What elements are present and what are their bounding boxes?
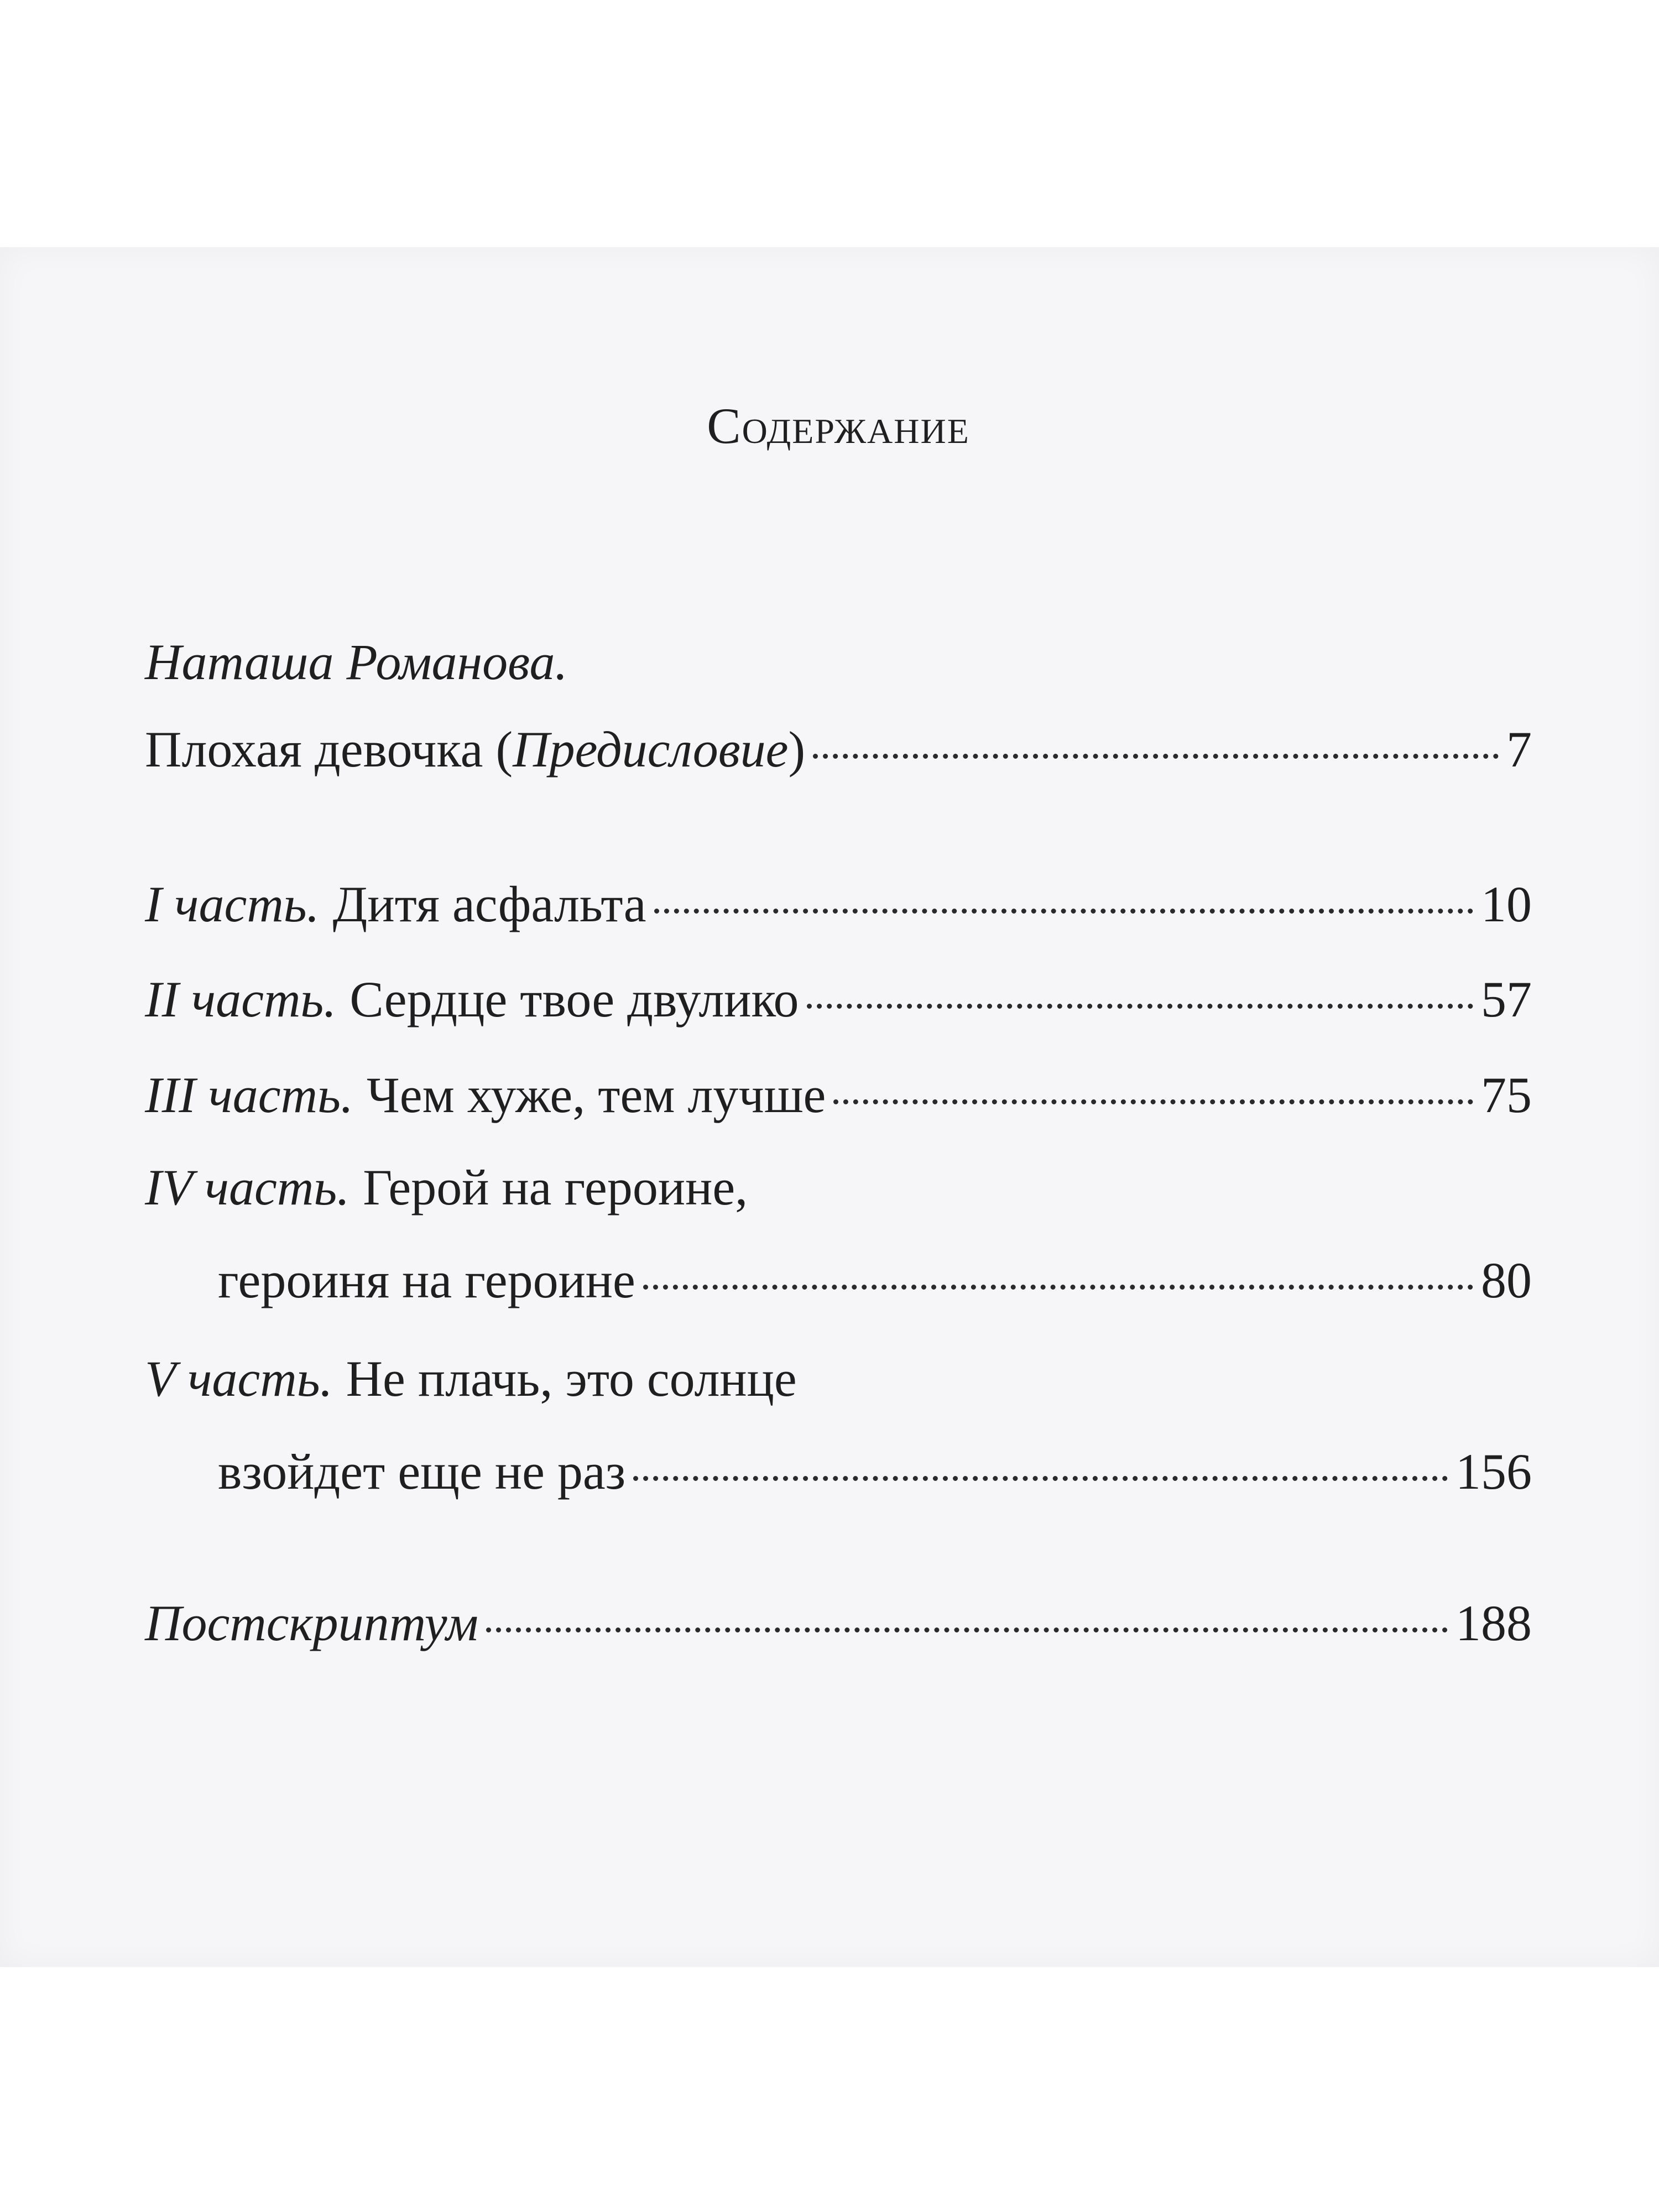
- toc-part-label: IV часть.: [145, 1159, 350, 1215]
- toc-title-continued: взойдет еще не раз: [218, 1443, 626, 1500]
- toc-title: Плохая девочка (Предисловие): [145, 721, 806, 778]
- toc-title-continued: героиня на героине: [218, 1252, 635, 1308]
- toc-page-number: 10: [1481, 876, 1532, 932]
- dot-leader: [486, 1627, 1448, 1632]
- dot-leader: [833, 1099, 1473, 1104]
- toc-title: Дитя асфальта: [332, 876, 646, 932]
- toc-page-number: 188: [1455, 1595, 1532, 1651]
- toc-entry-part-3: [145, 1062, 1532, 1128]
- toc-title: Чем хуже, тем лучше: [366, 1067, 826, 1123]
- toc-part-label: II часть.: [145, 971, 337, 1027]
- dot-leader: [643, 1285, 1473, 1290]
- toc-entry-part-1: [145, 871, 1532, 937]
- toc-part-label: V часть.: [145, 1350, 333, 1407]
- page-title: Содержание: [707, 398, 970, 454]
- toc-entry-part-5: [145, 1345, 1532, 1505]
- toc-title: Сердце твое двулико: [349, 971, 799, 1027]
- toc-page-number: 156: [1455, 1443, 1532, 1500]
- toc-page-number: 75: [1481, 1067, 1532, 1123]
- toc-entry-part-4: [145, 1154, 1532, 1313]
- toc-title: Не плачь, это солнце: [346, 1350, 797, 1407]
- toc-title: Герой на героине,: [363, 1159, 748, 1215]
- toc-page-number: 80: [1481, 1252, 1532, 1308]
- dot-leader: [813, 754, 1499, 759]
- toc-entry-postscript: [145, 1590, 1532, 1656]
- toc-entry-preface: [145, 629, 1532, 782]
- dot-leader: [633, 1476, 1448, 1481]
- toc-entry-part-2: [145, 966, 1532, 1032]
- dot-leader: [807, 1004, 1474, 1009]
- dot-leader: [654, 909, 1473, 914]
- book-page: [0, 247, 1659, 1967]
- toc-page-number: 7: [1506, 721, 1532, 778]
- toc-part-label: III часть.: [145, 1067, 353, 1123]
- toc-title: Постскриптум: [145, 1595, 478, 1651]
- toc-page-number: 57: [1481, 971, 1532, 1027]
- toc-author: Наташа Романова.: [145, 634, 568, 690]
- toc-part-label: I часть.: [145, 876, 320, 932]
